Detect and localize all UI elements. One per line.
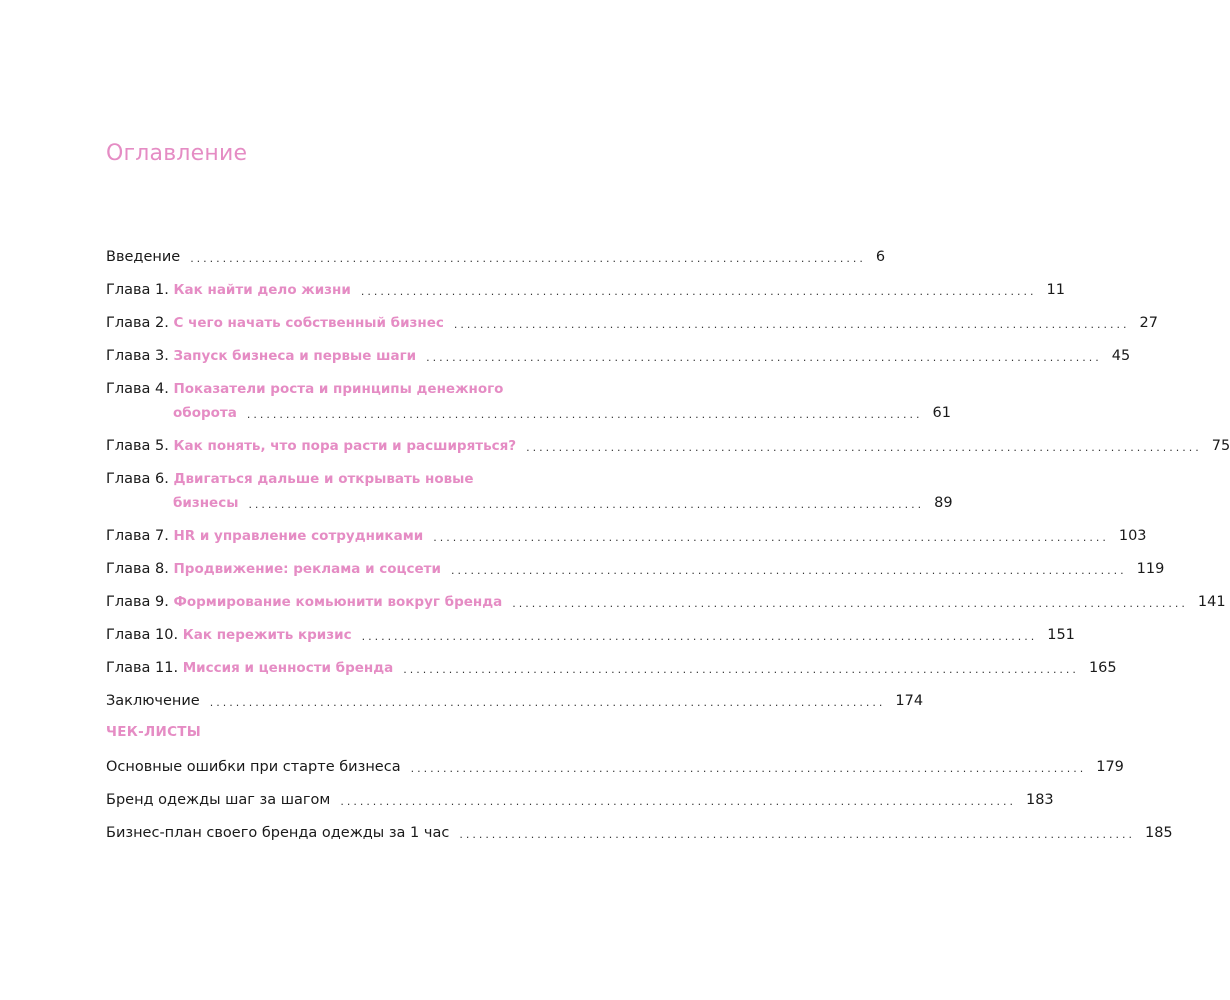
page-number: 174 [895, 693, 924, 709]
toc-entry-chapter-3[interactable] [106, 344, 1131, 368]
page-number: 151 [1047, 627, 1075, 643]
leader-dots: ........................................................................................................ [426, 351, 1102, 364]
toc-entry-chapter-10[interactable] [106, 623, 1075, 647]
chapter-title: С чего начать собственный бизнес [173, 315, 444, 331]
leader-dots: ........................................................................................................ [360, 285, 1037, 298]
leader-dots: ........................................................................................................ [433, 531, 1109, 544]
chapter-title-line-2: бизнесы [173, 495, 239, 511]
toc-entry-chapter-6[interactable] [106, 467, 953, 515]
toc-entry-chapter-4[interactable] [106, 377, 951, 425]
page-number: 165 [1088, 660, 1117, 676]
toc-entry-chapter-8[interactable] [106, 557, 1165, 581]
chapter-prefix: Глава 8. [106, 561, 169, 577]
leader-dots: ........................................................................................................ [403, 663, 1079, 676]
leader-dots: ........................................................................................................ [512, 597, 1188, 610]
toc-entry-introduction[interactable] [106, 245, 886, 269]
chapter-title-line-1: Двигаться дальше и открывать новые [173, 471, 474, 487]
leader-dots: ........................................................................................................ [453, 318, 1130, 331]
toc-entry-chapter-1[interactable] [106, 278, 1065, 302]
leader-dots: ........................................................................................................ [450, 564, 1127, 577]
chapter-prefix: Глава 6. [106, 471, 169, 487]
entry-label: Основные ошибки при старте бизнеса [106, 759, 401, 775]
entry-label: Бизнес-план своего бренда одежды за 1 час [106, 825, 450, 841]
toc-entry-checklist-2[interactable] [106, 788, 1054, 812]
leader-dots: ........................................................................................................ [190, 252, 866, 265]
entry-label: Заключение [106, 693, 200, 709]
page-number: 11 [1046, 282, 1065, 298]
chapter-title: Как пережить кризис [182, 627, 352, 643]
chapter-title: Как понять, что пора расти и расширяться? [173, 438, 517, 454]
chapter-title: Как найти дело жизни [173, 282, 351, 298]
chapter-title-line-2: оборота [173, 405, 237, 421]
toc-entry-conclusion[interactable] [106, 689, 924, 713]
chapter-prefix: Глава 4. [106, 381, 169, 397]
page-number: 45 [1111, 348, 1131, 364]
page-number: 179 [1096, 759, 1124, 775]
leader-dots: ........................................................................................................ [459, 828, 1135, 841]
toc-title: Оглавление [106, 141, 248, 166]
toc-entry-checklist-1[interactable] [106, 755, 1124, 779]
leader-dots: ........................................................................................................ [209, 696, 886, 709]
page-number: 119 [1136, 561, 1165, 577]
chapter-prefix: Глава 3. [106, 348, 169, 364]
checklists-heading: ЧЕК-ЛИСТЫ [106, 724, 202, 740]
leader-dots: ........................................................................................................ [526, 441, 1202, 454]
chapter-prefix: Глава 5. [106, 438, 169, 454]
page-number: 75 [1211, 438, 1230, 454]
toc-entry-chapter-11[interactable] [106, 656, 1117, 680]
page-number: 103 [1118, 528, 1147, 544]
page-number: 27 [1139, 315, 1158, 331]
chapter-prefix: Глава 7. [106, 528, 169, 544]
leader-dots: ........................................................................................................ [246, 408, 923, 421]
page-number: 185 [1144, 825, 1173, 841]
toc-list [106, 245, 1230, 845]
toc-entry-checklist-3[interactable] [106, 821, 1173, 845]
toc-entry-chapter-9[interactable] [106, 590, 1226, 614]
chapter-title: Формирование комьюнити вокруг бренда [173, 594, 503, 610]
toc-entry-chapter-2[interactable] [106, 311, 1158, 335]
leader-dots: ........................................................................................................ [410, 762, 1087, 775]
chapter-title: Запуск бизнеса и первые шаги [173, 348, 417, 364]
toc-entry-chapter-5[interactable] [106, 434, 1230, 458]
page-number: 61 [932, 405, 951, 421]
page-number: 6 [875, 249, 886, 265]
toc-entry-chapter-7[interactable] [106, 524, 1147, 548]
page-number: 141 [1197, 594, 1226, 610]
leader-dots: ........................................................................................................ [340, 795, 1016, 808]
entry-label: Бренд одежды шаг за шагом [106, 792, 331, 808]
entry-label: Введение [106, 249, 181, 265]
leader-dots: ........................................................................................................ [361, 630, 1038, 643]
leader-dots: ........................................................................................................ [248, 498, 925, 511]
chapter-prefix: Глава 10. [106, 627, 179, 643]
chapter-title-line-1: Показатели роста и принципы денежного [173, 381, 504, 397]
chapter-prefix: Глава 11. [106, 660, 179, 676]
page-number: 89 [934, 495, 953, 511]
page-number: 183 [1025, 792, 1054, 808]
chapter-title: Миссия и ценности бренда [182, 660, 394, 676]
chapter-prefix: Глава 1. [106, 282, 169, 298]
chapter-title: HR и управление сотрудниками [173, 528, 424, 544]
chapter-prefix: Глава 2. [106, 315, 169, 331]
chapter-prefix: Глава 9. [106, 594, 169, 610]
chapter-title: Продвижение: реклама и соцсети [173, 561, 441, 577]
